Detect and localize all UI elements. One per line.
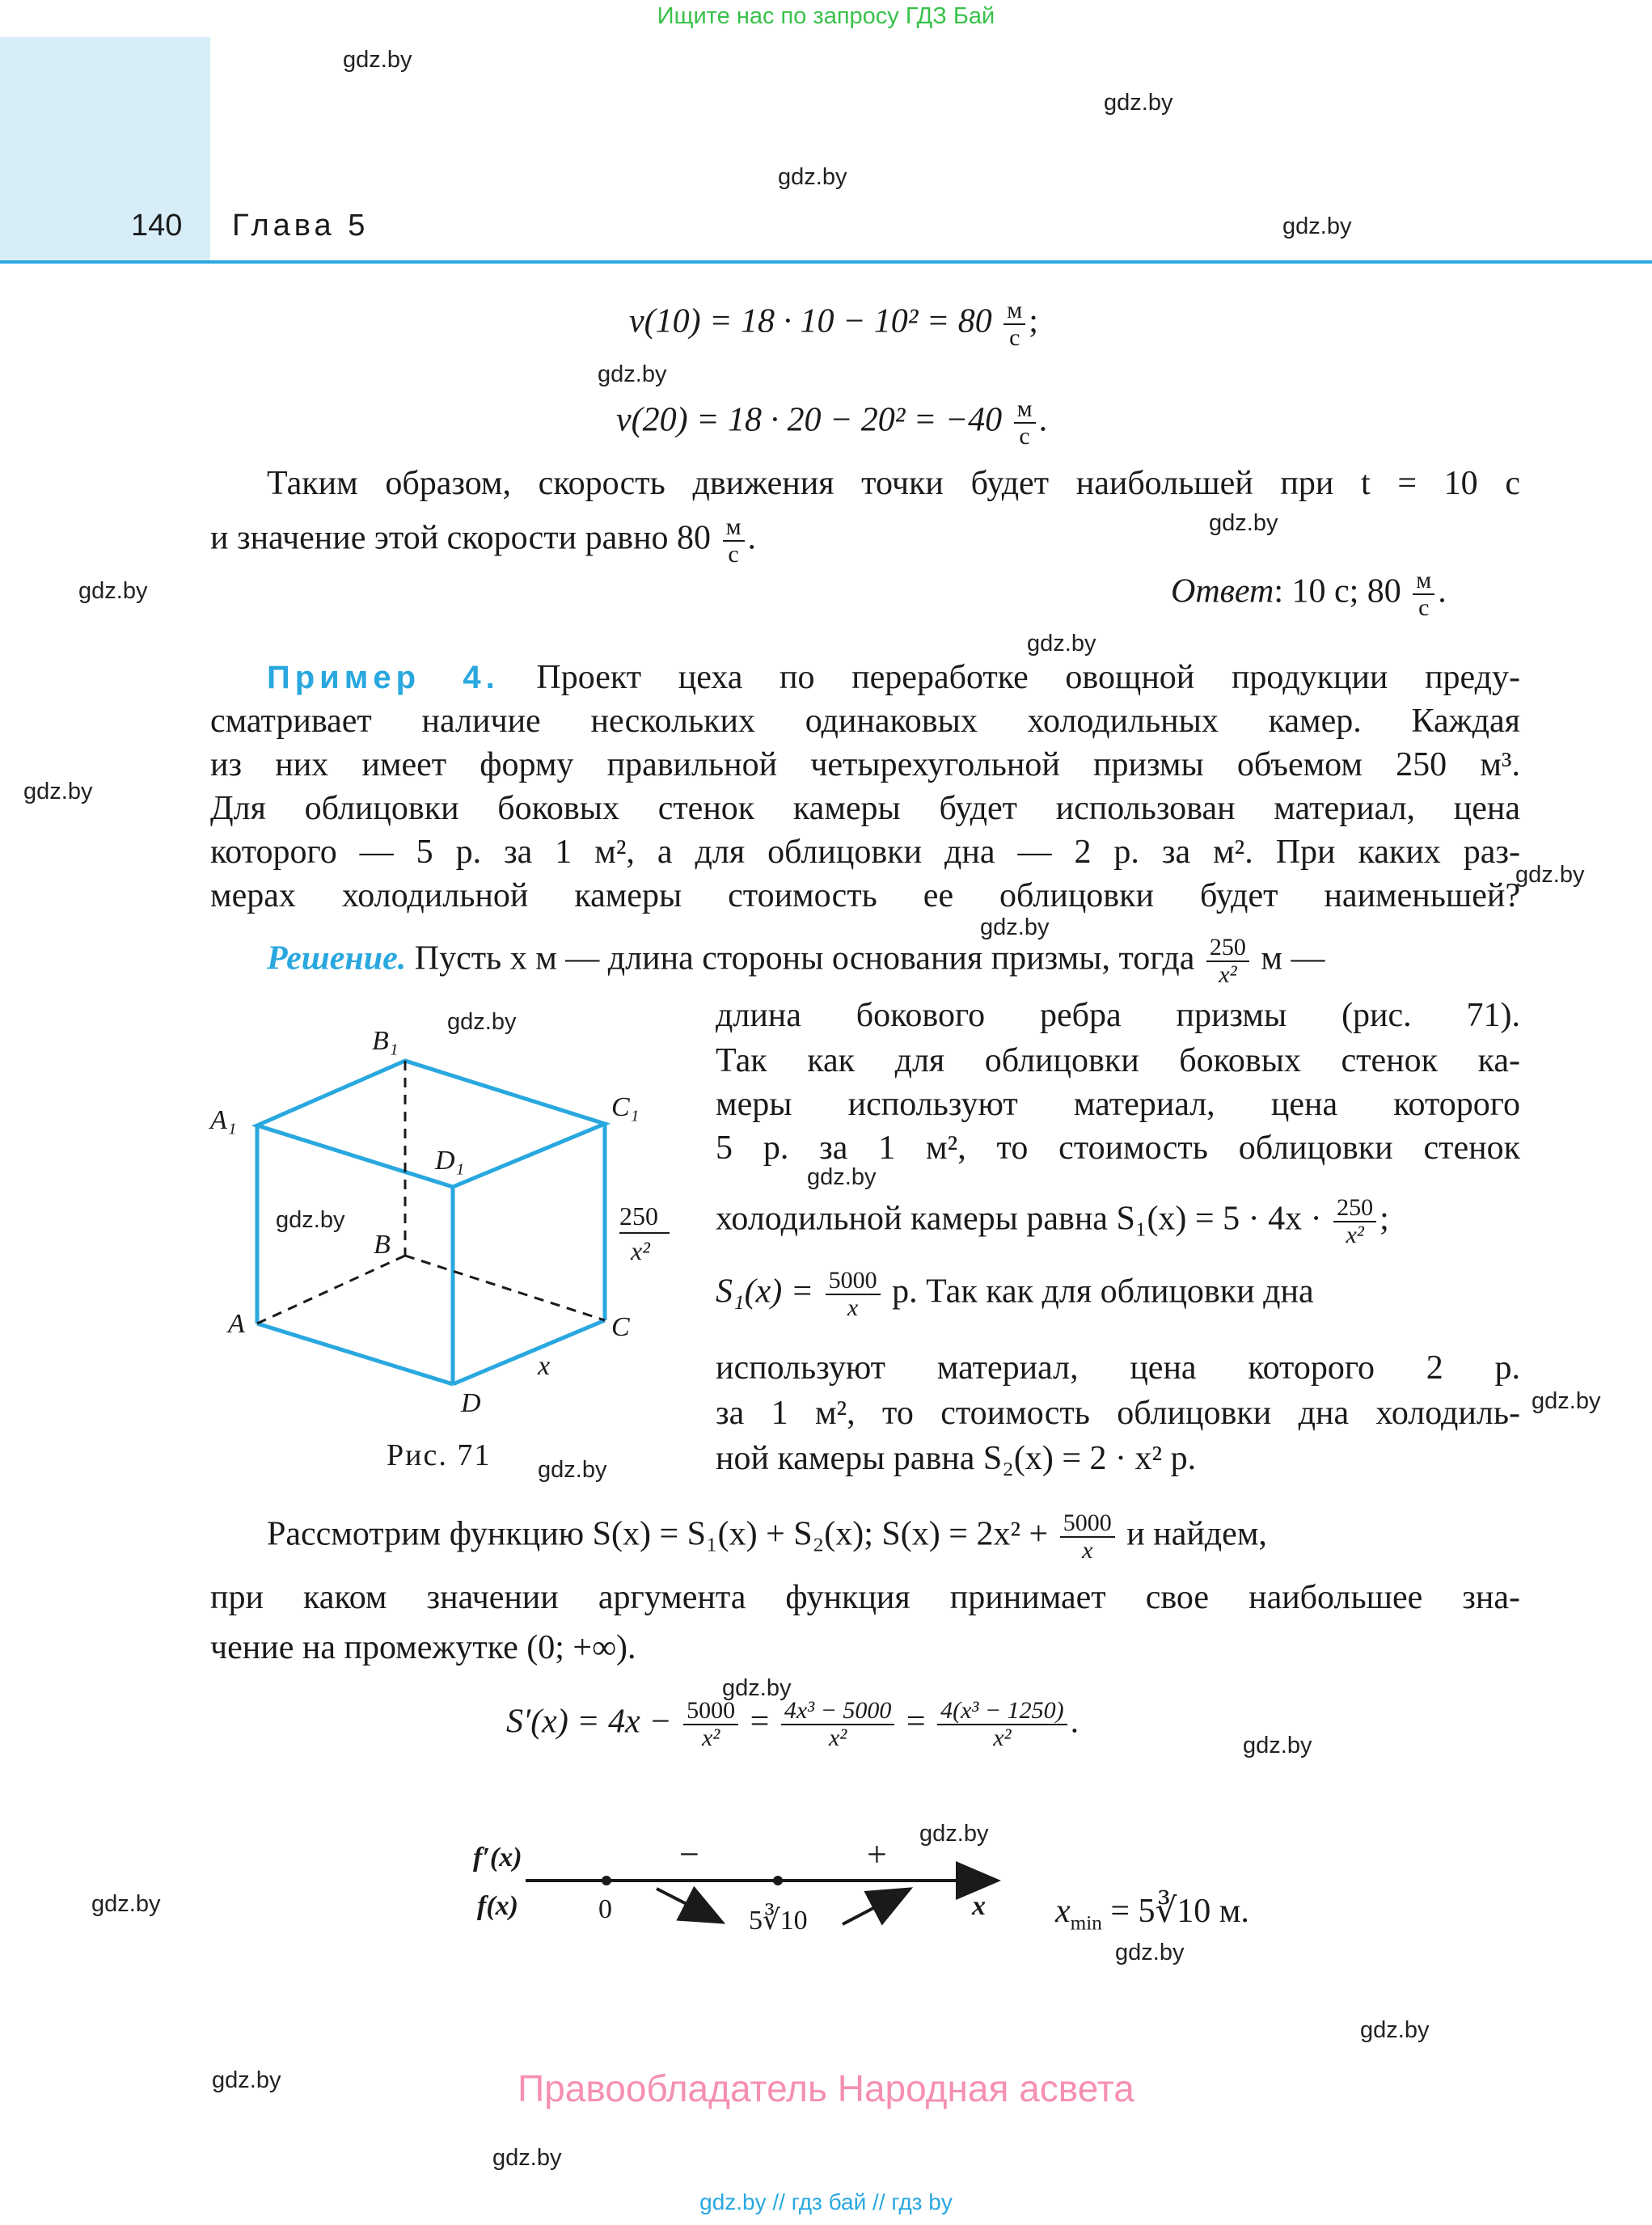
equation-v20: v(20) = 18 · 20 − 20² = −40 $\frac{м}{с}$ . bbox=[616, 395, 1048, 450]
solution-r4: 5 р. за 1 м², то стоимость облицовки стенок bbox=[716, 1129, 1520, 1167]
edge-d-c bbox=[453, 1320, 605, 1384]
figure-caption: Рис. 71 bbox=[387, 1438, 492, 1472]
label-c1: C₁ bbox=[611, 1092, 640, 1122]
equation-v10: v(10) = 18 · 10 − 10² = 80 $\frac{м}{с}$ ; bbox=[629, 297, 1038, 351]
example-line-5: которого — 5 р. за 1 м², а для облицовки дна — 2 р. за м². При каких раз- bbox=[210, 834, 1520, 871]
plus-sign: + bbox=[867, 1834, 887, 1874]
hidden-edge-a-b bbox=[257, 1256, 405, 1324]
answer: Ответ: 10 с; 80 $\frac{м}{с}$ . bbox=[1171, 567, 1447, 621]
top-banner: Ищите нас по запросу ГДЗ Бай bbox=[657, 3, 995, 29]
example-line-6: мерах холодильной камеры стоимость ее облицовки будет наименьшей? bbox=[210, 877, 1520, 914]
copyright-notice: Правообладатель Народная асвета bbox=[518, 2067, 1134, 2109]
f-label: f(x) bbox=[477, 1891, 518, 1921]
watermark: gdz.by bbox=[1515, 862, 1585, 888]
label-c: C bbox=[611, 1312, 630, 1342]
derivative-equation: S′(x) = 4x − $\frac{5000}{\text{x²}}$ = $\frac{\text{4x³ − 5000}}{\text{x²}}$ = $\frac{\text{4(x³ − 1250)}}{\text{x²}}$ . bbox=[506, 1697, 1080, 1751]
label-d: D bbox=[461, 1388, 481, 1418]
label-a: A bbox=[228, 1309, 245, 1339]
watermark: gdz.by bbox=[980, 914, 1050, 940]
min-result: $x_{min}$ = 5∛10 м. bbox=[1055, 1893, 1249, 1935]
point-critical bbox=[773, 1876, 783, 1885]
conclusion-line-2: и значение этой скорости равно 80 $\frac{м}{с}$ . bbox=[210, 513, 757, 568]
fprime-label: f′(x) bbox=[473, 1843, 522, 1872]
edge-a-d bbox=[257, 1324, 453, 1384]
watermark: gdz.by bbox=[1282, 213, 1352, 239]
header-rule bbox=[0, 260, 1652, 264]
watermark: gdz.by bbox=[722, 1675, 792, 1701]
solution-line-1: Решение. Пусть x м — длина стороны основания призмы, тогда $\frac{250}{\text{x²}}$ м — bbox=[267, 934, 1325, 988]
solution-r8: за 1 м², то стоимость облицовки дна холодиль- bbox=[716, 1395, 1520, 1432]
watermark: gdz.by bbox=[1532, 1388, 1601, 1414]
watermark: gdz.by bbox=[78, 578, 148, 604]
watermark: gdz.by bbox=[23, 779, 93, 804]
watermark: gdz.by bbox=[1243, 1733, 1312, 1758]
solution-r5: холодильной камеры равна S₁(x) = 5 · 4x · $\frac{250}{\text{x²}}$ ; bbox=[716, 1194, 1389, 1248]
watermark: gdz.by bbox=[212, 2067, 281, 2093]
prism-figure bbox=[194, 1003, 712, 1455]
watermark: gdz.by bbox=[1027, 631, 1096, 657]
solution-r2: Так как для облицовки боковых стенок ка- bbox=[716, 1042, 1520, 1079]
page-number: 140 bbox=[131, 209, 183, 243]
label-a1: A₁ bbox=[210, 1105, 237, 1135]
example-line-3: из них имеет форму правильной четырехугольной призмы объемом 250 м³. bbox=[210, 746, 1520, 783]
watermark: gdz.by bbox=[538, 1457, 607, 1483]
function-line-2: при каком значении аргумента функция принимает свое наибольшее зна- bbox=[210, 1579, 1520, 1616]
label-height-num: 250 bbox=[619, 1201, 658, 1231]
sign-chart bbox=[461, 1819, 1027, 1948]
point-zero bbox=[602, 1876, 611, 1885]
watermark: gdz.by bbox=[1104, 90, 1173, 116]
solution-label: Решение. bbox=[267, 939, 407, 977]
increasing-arrow bbox=[843, 1890, 907, 1924]
top-face bbox=[257, 1061, 605, 1187]
watermark: gdz.by bbox=[778, 164, 847, 190]
solution-r6: S₁(x) = $\frac{5000}{x}$ р. Так как для облицовки дна bbox=[716, 1267, 1314, 1321]
watermark: gdz.by bbox=[1209, 510, 1278, 536]
solution-r9: ной камеры равна S₂(x) = 2 · x² р. bbox=[716, 1440, 1197, 1477]
example-line-2: сматривает наличие нескольких одинаковых холодильных камер. Каждая bbox=[210, 703, 1520, 740]
minus-sign: − bbox=[679, 1834, 699, 1874]
solution-r1: длина бокового ребра призмы (рис. 71). bbox=[716, 997, 1520, 1034]
label-d1: D₁ bbox=[435, 1146, 465, 1176]
watermark: gdz.by bbox=[343, 47, 412, 73]
conclusion-line-1: Таким образом, скорость движения точки будет наибольшей при t = 10 с bbox=[267, 465, 1520, 502]
watermark: gdz.by bbox=[91, 1891, 161, 1917]
chapter-title: Глава 5 bbox=[232, 209, 370, 243]
example-label: Пример 4. bbox=[267, 660, 500, 695]
watermark: gdz.by bbox=[1115, 1940, 1185, 1965]
label-x: x bbox=[538, 1351, 551, 1381]
label-height-den: x² bbox=[631, 1236, 650, 1265]
axis-label: x bbox=[972, 1891, 986, 1921]
watermark: gdz.by bbox=[492, 2145, 562, 2171]
watermark: gdz.by bbox=[1360, 2017, 1430, 2043]
watermark: gdz.by bbox=[807, 1164, 877, 1190]
label-b: B bbox=[374, 1230, 391, 1260]
label-b1: B₁ bbox=[372, 1026, 399, 1056]
decreasing-arrow bbox=[657, 1889, 720, 1921]
footer-links: gdz.by // гдз бай // гдз by bbox=[699, 2189, 953, 2214]
function-line-3: чение на промежутке (0; +∞). bbox=[210, 1629, 636, 1666]
solution-r3: меры используют материал, цена которого bbox=[716, 1086, 1520, 1123]
zero-label: 0 bbox=[598, 1894, 612, 1924]
watermark: gdz.by bbox=[276, 1207, 345, 1233]
watermark: gdz.by bbox=[598, 361, 667, 387]
example-line-4: Для облицовки боковых стенок камеры будет использован материал, цена bbox=[210, 790, 1520, 827]
critical-label: 5∛10 bbox=[749, 1906, 808, 1936]
watermark: gdz.by bbox=[447, 1009, 517, 1035]
example-line-1: Пример 4. Проект цеха по переработке овощной продукции преду- bbox=[267, 659, 1520, 696]
watermark: gdz.by bbox=[919, 1821, 989, 1847]
solution-r7: используют материал, цена которого 2 р. bbox=[716, 1349, 1520, 1387]
hidden-edge-b-c bbox=[405, 1256, 605, 1320]
function-line-1: Рассмотрим функцию S(x) = S₁(x) + S₂(x); S(x) = 2x² + $\frac{5000}{x}$ и найдем, bbox=[267, 1509, 1267, 1564]
